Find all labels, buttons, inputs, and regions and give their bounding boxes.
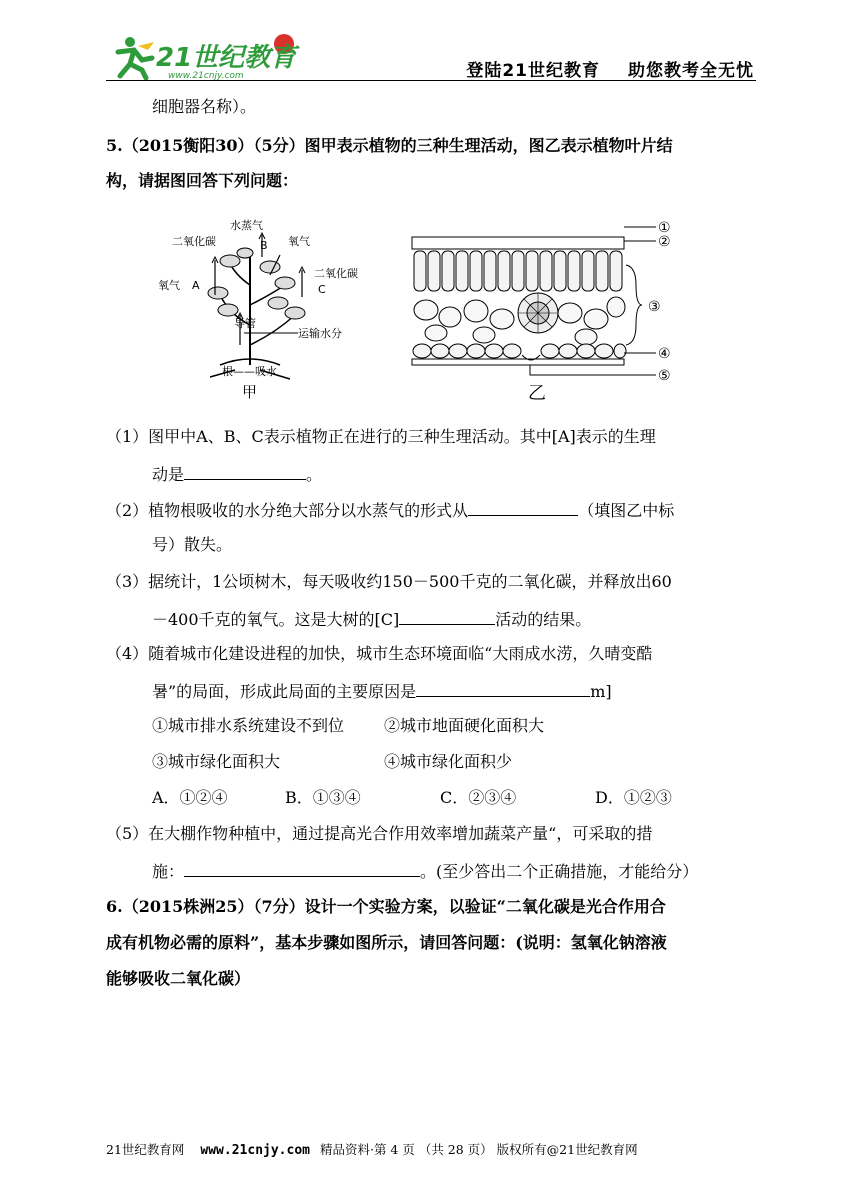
figure-yi-leaf-section [412,220,671,404]
item-3: ③城市绿化面积大 [152,752,281,771]
label-o2-right: 氧气 [288,235,310,248]
label-2: ② [658,234,671,250]
q5-sub5-line2: 施： 。(至少答出二个正确措施，才能给分） [152,858,698,884]
option-a[interactable]: A．①②④ [152,788,228,807]
page-footer [106,1140,756,1158]
label-co2-left: 二氧化碳 [172,235,216,248]
label-1: ① [658,220,671,236]
label-vapor: 水蒸气 [230,219,263,232]
header-tagline [466,56,754,81]
q5-sub2-line2: 号）散失。 [152,535,233,554]
label-co2-right: 二氧化碳 [314,267,358,280]
answer-blank-1[interactable] [184,461,306,480]
tagline-right: 助您教考全无忧 [628,61,754,81]
label-3: ③ [648,299,661,315]
label-a: A [192,279,200,292]
footer-url[interactable]: www.21cnjy.com [200,1143,310,1158]
header-rule [106,80,756,81]
footer-site: 21世纪教育网 [106,1142,185,1157]
label-4: ④ [658,346,671,362]
footer-page-info: 精品资料·第 4 页 （共 28 页） 版权所有@21世纪教育网 [319,1142,638,1157]
label-c: C [318,283,326,296]
label-b: B [260,239,268,252]
figure-jia-plant [158,218,358,401]
label-root: 根——吸水 [222,365,277,378]
q5-sub2-line1: （2）植物根吸收的水分绝大部分以水蒸气的形式从 （填图乙中标 [106,497,674,523]
logo-url: www.21cnjy.com [168,71,244,81]
caption-jia: 甲 [242,383,258,401]
q6-line3: 能够吸收二氧化碳） [106,969,251,988]
q6-line2: 成有机物必需的原料”，基本步骤如图所示，请回答问题：(说明：氢氧化钠溶液 [106,933,667,952]
item-1: ①城市排水系统建设不到位 [152,716,345,735]
option-c[interactable]: C．②③④ [440,788,517,807]
site-logo [108,30,308,82]
item-2: ②城市地面硬化面积大 [384,716,545,735]
q5-stem-line1: 5.（2015衡阳30）（5分）图甲表示植物的三种生理活动，图乙表示植物叶片结 [106,136,673,155]
option-d[interactable]: D．①②③ [595,788,672,807]
q5-sub3-line1: （3）据统计，1公顷树木，每天吸收约150－500千克的二氧化碳，并释放出60 [106,572,672,591]
q5-stem-line2: 构，请据图回答下列问题： [106,171,299,190]
item-4: ④城市绿化面积少 [384,752,513,771]
q5-sub4-items-row1 [152,714,544,738]
tagline-left: 登陆21世纪教育 [466,61,600,81]
label-transport: 运输水分 [298,327,342,340]
answer-blank-5[interactable] [184,858,420,877]
q5-sub4-line2: 暑”的局面，形成此局面的主要原因是 m] [152,678,612,704]
q5-sub4-items-row2 [152,750,512,774]
caption-yi: 乙 [528,383,546,404]
q5-sub1-line1: （1）图甲中A、B、C表示植物正在进行的三种生理活动。其中[A]表示的生理 [106,427,656,446]
label-duct: 导管 [234,317,256,330]
answer-blank-3[interactable] [399,606,495,625]
runner-icon [118,37,154,78]
option-b[interactable]: B．①③④ [285,788,361,807]
label-o2-left: 氧气 [158,279,180,292]
logo-text: 21世纪教育 [156,43,297,73]
continuation-text: 细胞器名称）。 [152,97,257,116]
q5-sub5-line1: （5）在大棚作物种植中，通过提高光合作用效率增加蔬菜产量“，可采取的措 [106,824,653,843]
answer-blank-2[interactable] [468,497,578,516]
q5-sub4-line1: （4）随着城市化建设进程的加快，城市生态环境面临“大雨成水涝，久晴变酷 [106,644,653,663]
label-5: ⑤ [658,368,671,384]
q5-sub1-line2: 动是 。 [152,461,322,487]
q6-line1: 6.（2015株洲25）（7分）设计一个实验方案，以验证“二氧化碳是光合作用合 [106,897,666,916]
q5-sub3-line2: －400千克的氧气。这是大树的[C] 活动的结果。 [152,606,591,632]
answer-blank-4[interactable] [416,678,590,697]
q5-figures [150,215,680,415]
q5-sub4-options [152,786,672,810]
